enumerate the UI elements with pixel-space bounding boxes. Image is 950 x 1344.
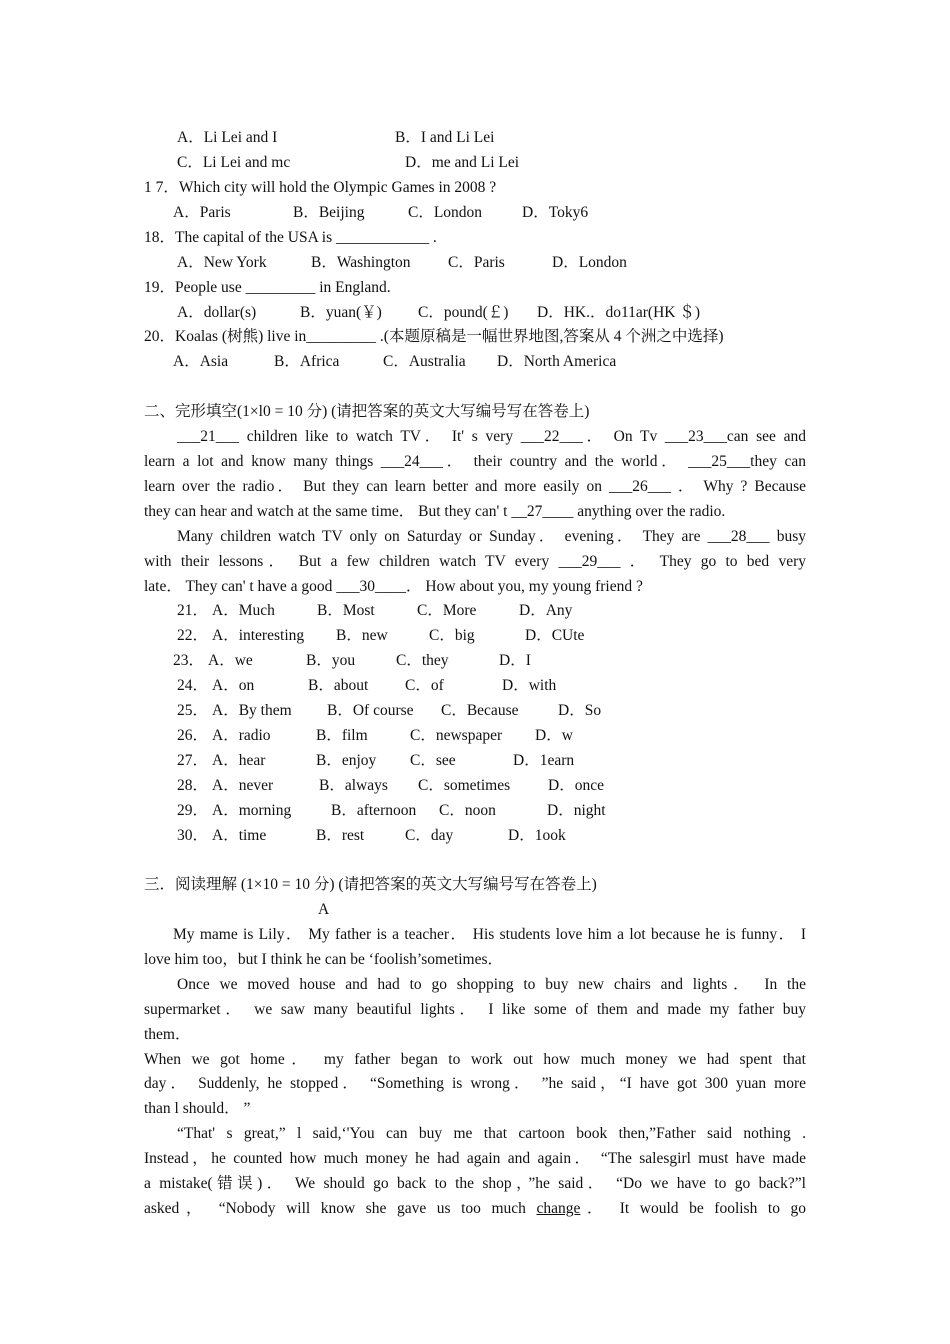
q17-option-a: A．Paris: [173, 204, 231, 221]
q18-stem: 18．The capital of the USA is ____________ .: [144, 229, 437, 246]
reading-line: When we got home． my father began to work out how much money we had spent that: [144, 1051, 806, 1068]
cloze-option-d: D．Any: [519, 602, 573, 619]
cloze-option-b: B．you: [306, 652, 356, 669]
q18-option-a: A．New York: [177, 254, 267, 271]
reading-text: asked， “Nobody will know she gave us too much: [144, 1200, 537, 1217]
q20-option-a: A．Asia: [173, 353, 229, 370]
cloze-option-c: C．they: [396, 652, 449, 669]
q17-option-b: B．Beijing: [293, 204, 365, 221]
reading-line: supermarket． we saw many beautiful lights． I like some of them and made my father buy: [144, 1001, 806, 1018]
cloze-option-b: B．new: [336, 627, 388, 644]
cloze-option-a: A．Much: [212, 602, 275, 619]
cloze-line: learn a lot and know many things ___24___． their country and the world． ___25___they can: [144, 453, 806, 470]
cloze-option-b: B．enjoy: [316, 752, 377, 769]
reading-line: than l should． ”: [144, 1100, 251, 1117]
cloze-option-d: D．with: [502, 677, 557, 694]
reading-line: Instead，he counted how much money he had again and again． “The salesgirl must have made: [144, 1150, 806, 1167]
cloze-question-number: 28．: [177, 777, 209, 794]
cloze-option-a: A．hear: [212, 752, 266, 769]
q18-option-b: B．Washington: [311, 254, 411, 271]
cloze-option-b: B．Of course: [327, 702, 414, 719]
cloze-option-a: A．radio: [212, 727, 271, 744]
q19-stem: 19．People use _________ in England.: [144, 279, 391, 296]
reading-line: them．: [144, 1026, 191, 1043]
cloze-question-number: 30．: [177, 827, 209, 844]
q17-stem: 1 7．Which city will hold the Olympic Games in 2008 ?: [144, 179, 497, 196]
q17-option-d: D．Toky6: [522, 204, 589, 221]
section3-heading: 三．阅读理解 (1×10 = 10 分) (请把答案的英文大写编号写在答卷上): [144, 876, 597, 893]
cloze-option-c: C．newspaper: [410, 727, 503, 744]
cloze-line: ___21___ children like to watch TV． It' s very ___22___． On Tv ___23___can see and: [177, 428, 806, 445]
cloze-line: late． They can' t have a good ___30____． How about you, my young friend ?: [144, 578, 643, 595]
cloze-question-number: 22．: [177, 627, 209, 644]
cloze-option-d: D．w: [535, 727, 573, 744]
cloze-option-a: A．morning: [212, 802, 292, 819]
cloze-question-number: 21．: [177, 602, 209, 619]
cloze-option-d: D．1earn: [513, 752, 575, 769]
cloze-question-number: 26．: [177, 727, 209, 744]
reading-line: day． Suddenly, he stopped． “Something is wrong． ”he said，“I have got 300 yuan more: [144, 1075, 806, 1092]
cloze-option-c: C．Because: [441, 702, 519, 719]
q20-option-b: B．Africa: [274, 353, 340, 370]
cloze-option-b: B．afternoon: [331, 802, 417, 819]
cloze-option-c: C．day: [405, 827, 454, 844]
section2-heading: 二、完形填空(1×l0 = 10 分) (请把答案的英文大写编号写在答卷上): [144, 403, 590, 420]
cloze-option-d: D．1ook: [508, 827, 566, 844]
cloze-line: with their lessons． But a few children watch TV every ___29___ ． They go to bed very: [144, 553, 806, 570]
cloze-option-a: A．never: [212, 777, 274, 794]
q18-option-c: C．Paris: [448, 254, 505, 271]
passage-label: A: [318, 901, 330, 918]
q19-option-d: D．HK.．do11ar(HK ＄): [537, 304, 701, 321]
underlined-word: change: [536, 1200, 581, 1217]
q19-option-c: C．pound(￡): [418, 304, 509, 321]
cloze-question-number: 27．: [177, 752, 209, 769]
reading-line: “That' s great,” l said,‘'You can buy me that cartoon book then,”Father said nothing .: [177, 1125, 806, 1142]
cloze-option-b: B．rest: [316, 827, 365, 844]
q16-option-b: B．I and Li Lei: [395, 129, 495, 146]
reading-line: My mame is Lily． My father is a teacher． His students love him a lot because he is funny． I: [173, 926, 806, 943]
cloze-question-number: 25．: [177, 702, 209, 719]
cloze-option-b: B．film: [316, 727, 368, 744]
q20-option-d: D．North America: [497, 353, 617, 370]
cloze-option-c: C．noon: [439, 802, 496, 819]
cloze-option-a: A．By them: [212, 702, 292, 719]
cloze-option-a: A．interesting: [212, 627, 305, 644]
q19-option-a: A．dollar(s): [177, 304, 257, 321]
cloze-question-number: 29．: [177, 802, 209, 819]
cloze-question-number: 23．: [173, 652, 205, 669]
cloze-line: Many children watch TV only on Saturday or Sunday． evening． They are ___28___ busy: [177, 528, 806, 545]
cloze-option-c: C．see: [410, 752, 456, 769]
q16-option-c: C．Li Lei and mc: [177, 154, 291, 171]
cloze-question-number: 24．: [177, 677, 209, 694]
cloze-option-b: B．always: [319, 777, 388, 794]
cloze-option-b: B．Most: [317, 602, 375, 619]
cloze-option-d: D．I: [499, 652, 531, 669]
q20-option-c: C．Australia: [383, 353, 466, 370]
q20-stem: 20．Koalas (树熊) live in_________ .(本题原稿是一幅世界地图,答案从 4 个洲之中选择): [144, 328, 724, 345]
cloze-option-a: A．time: [212, 827, 267, 844]
cloze-option-d: D．night: [547, 802, 606, 819]
reading-last-line: [144, 1196, 806, 1221]
cloze-line: they can hear and watch at the same time． But they can' t __27____ anything over the radio.: [144, 503, 726, 520]
reading-line: Once we moved house and had to go shopping to buy new chairs and lights． In the: [177, 976, 806, 993]
q16-option-d: D．me and Li Lei: [405, 154, 520, 171]
cloze-option-d: D．once: [548, 777, 604, 794]
q17-option-c: C．London: [408, 204, 483, 221]
reading-text: ． It would be foolish to go: [580, 1200, 806, 1217]
q16-option-a: A．Li Lei and I: [177, 129, 278, 146]
q19-option-b: B．yuan(￥): [300, 304, 382, 321]
reading-line: a mistake(错误)． We should go back to the shop，”he said． “Do we have to go back?”l: [144, 1175, 806, 1192]
cloze-option-d: D．CUte: [525, 627, 585, 644]
reading-line: love him too，but I think he can be ‘foolish’sometimes．: [144, 951, 504, 968]
cloze-option-d: D．So: [558, 702, 602, 719]
cloze-option-a: A．on: [212, 677, 255, 694]
cloze-line: learn over the radio． But they can learn better and more easily on ___26___ ． Why ? Because: [144, 478, 806, 495]
cloze-option-c: C．of: [405, 677, 444, 694]
cloze-option-b: B．about: [308, 677, 369, 694]
cloze-option-c: C．More: [417, 602, 477, 619]
q18-option-d: D．London: [552, 254, 627, 271]
cloze-option-c: C．big: [429, 627, 475, 644]
cloze-option-c: C．sometimes: [418, 777, 511, 794]
cloze-option-a: A．we: [208, 652, 253, 669]
